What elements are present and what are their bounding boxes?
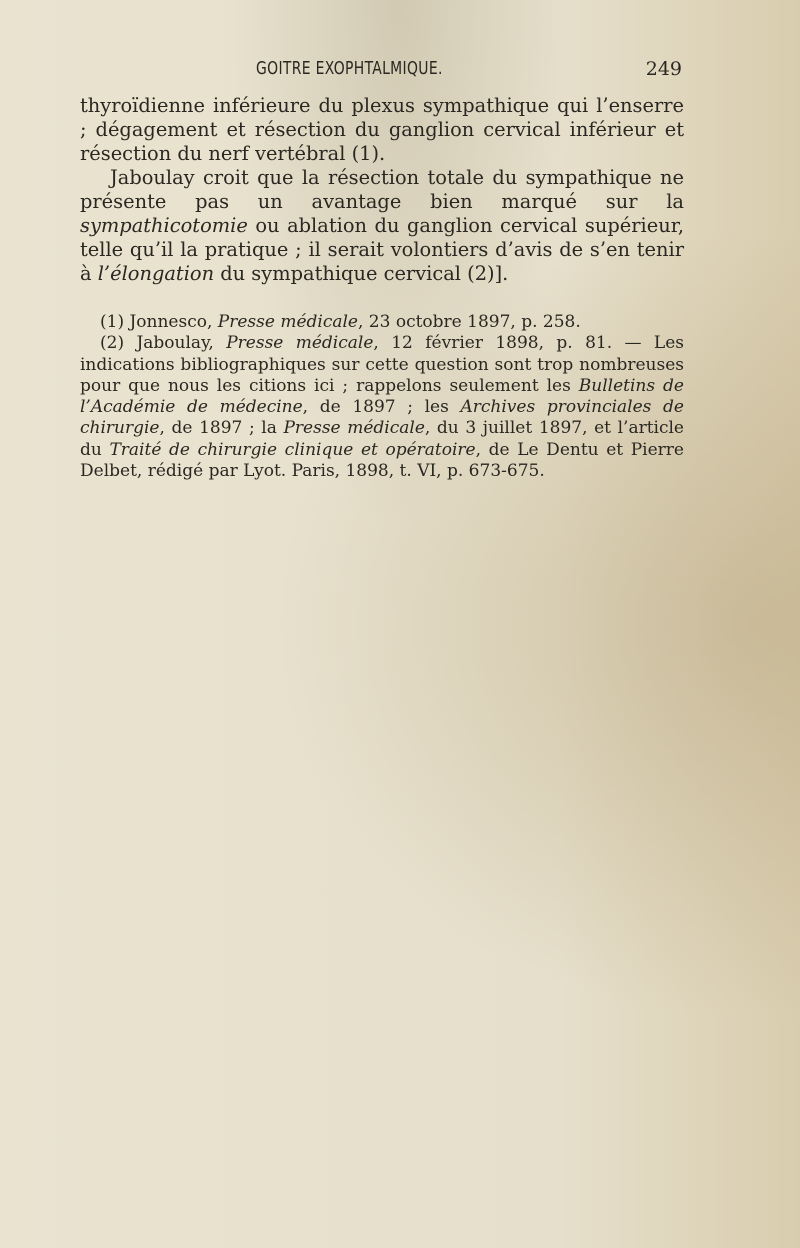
paragraph: [80, 166, 684, 286]
footnote: [80, 312, 684, 333]
text-run: , du 3 juillet 1897, et l’article du: [80, 418, 684, 460]
text-run: (2) Jaboulay,: [100, 333, 227, 354]
italic-text: Presse médicale: [226, 333, 374, 354]
text-run: du sympathique cervical (2)].: [214, 262, 509, 285]
text-run: (1) Jonnesco,: [100, 312, 218, 332]
main-text: [80, 94, 684, 286]
text-run: thyroïdienne inférieure du plexus sympathique qui l’enserre ; dégagement et résection du ganglion cervical inférieur et résection du nerf vertébral (1).: [80, 94, 684, 165]
text-run: , 23 octobre 1897, p. 258.: [357, 312, 581, 332]
running-title: GOITRE EXOPHTALMIQUE.: [256, 58, 443, 79]
italic-text: Archives provinciales de chirurgie: [80, 397, 684, 439]
text-run: , 12 février 1898, p. 81. — Les indications bibliographiques sur cette question sont trop nombreuses pour que nous les citions ici ; rappelons seulement les: [80, 333, 684, 396]
text-run: , de 1897 ; la: [159, 418, 284, 439]
text-run: , de Le Dentu et Pierre Delbet, rédigé par Lyot. Paris, 1898, t. VI, p. 673-675.: [80, 439, 684, 482]
text-run: , de 1897 ; les: [302, 397, 461, 418]
page-number: 249: [645, 58, 682, 80]
italic-text: l’élongation: [97, 262, 215, 285]
italic-text: Bulletins de l’Académie de médecine: [80, 375, 684, 418]
footnote: [80, 333, 684, 482]
text-run: ou ablation du ganglion cervical supérieur, telle qu’il la pratique ; il serait volontiers d’avis de s’en tenir à: [80, 214, 684, 285]
footnotes: [80, 312, 684, 482]
italic-text: Traité de chirurgie clinique et opératoire: [109, 439, 476, 460]
italic-text: sympathicotomie: [80, 214, 248, 237]
text-run: Jaboulay croit que la résection totale du sympathique ne présente pas un avantage bien marqué sur la: [80, 166, 684, 213]
italic-text: Presse médicale: [283, 418, 425, 439]
running-header: [80, 58, 684, 86]
paragraph: [80, 94, 684, 166]
italic-text: Presse médicale: [217, 312, 358, 332]
